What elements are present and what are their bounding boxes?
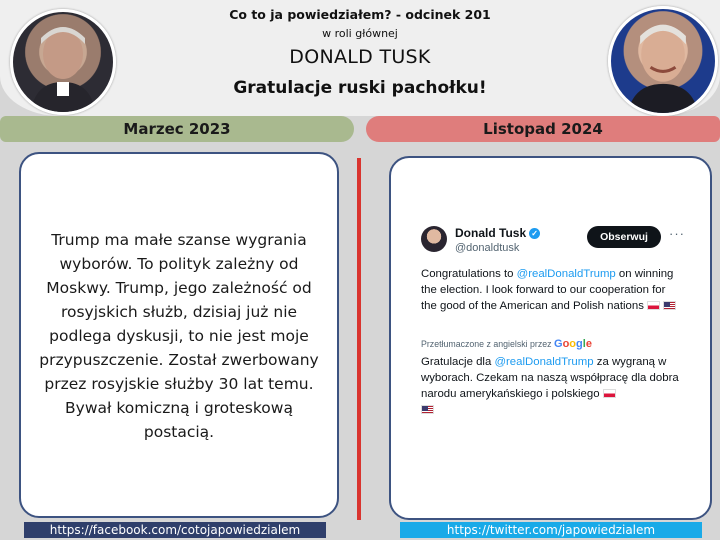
- tweet-text-pl: [421, 354, 689, 418]
- usa-flag-icon: [663, 301, 676, 310]
- tweet-author-label: Donald Tusk: [455, 226, 527, 240]
- headline: Gratulacje ruski pachołku!: [233, 78, 487, 98]
- tweet-panel: [389, 156, 712, 520]
- usa-flag-icon: [421, 405, 434, 414]
- more-options-icon[interactable]: ···: [669, 226, 685, 241]
- face-icon: [611, 9, 715, 113]
- quote-panel: [19, 152, 339, 518]
- tweet-pl-end: za wygraną w wyborach. Czekam na naszą współpracę dla dobra narodu amerykańskiego i polskiego: [421, 356, 679, 400]
- mention-link[interactable]: @realDonaldTrump: [516, 268, 616, 280]
- date-right: Listopad 2024: [366, 116, 720, 142]
- portrait-left-image: [10, 9, 116, 115]
- poland-flag-icon: [603, 389, 616, 398]
- twitter-link[interactable]: https://twitter.com/japowiedzialem: [400, 522, 702, 538]
- google-logo: Google: [554, 338, 592, 350]
- follow-button[interactable]: Obserwuj: [587, 226, 661, 248]
- verified-badge-icon: ✓: [529, 228, 540, 239]
- quote-text: Trump ma małe szanse wygrania wyborów. To polityk zależny od Moskwy. Trump, jego zależność od rosyjskich służb, dzisiaj już nie podlega dyskusji, to nie jest moje przypuszczenie. Został zwerbowany przez rosyjskie służby 30 lat temu. Bywał komiczną i groteskową postacią.: [39, 231, 319, 441]
- tweet-handle[interactable]: @donaldtusk: [455, 242, 520, 254]
- mention-link-pl[interactable]: @realDonaldTrump: [494, 356, 594, 368]
- translation-note[interactable]: [421, 338, 592, 350]
- tweet-avatar[interactable]: [421, 226, 447, 252]
- tweet-text-start: Congratulations to: [421, 268, 517, 280]
- facebook-link[interactable]: https://facebook.com/cotojapowiedzialem: [24, 522, 326, 538]
- portrait-right-image: [608, 6, 718, 116]
- tweet-text-en: [421, 266, 683, 314]
- tweet-text-end: on winning the election. I look forward to our cooperation for the good of the American and Polish nations: [421, 268, 674, 312]
- role-line: w roli głównej: [322, 27, 398, 40]
- face-icon: [13, 12, 113, 112]
- date-left: Marzec 2023: [0, 116, 354, 142]
- person-name: DONALD TUSK: [289, 46, 431, 68]
- series-title: Co to ja powiedziałem? - odcinek 201: [229, 7, 491, 22]
- divider-line: [357, 158, 361, 520]
- tweet-pl-start: Gratulacje dla: [421, 356, 495, 368]
- poland-flag-icon: [647, 301, 660, 310]
- translation-label: Przetłumaczone z angielski przez: [421, 339, 552, 349]
- tweet-author-name[interactable]: [455, 226, 540, 240]
